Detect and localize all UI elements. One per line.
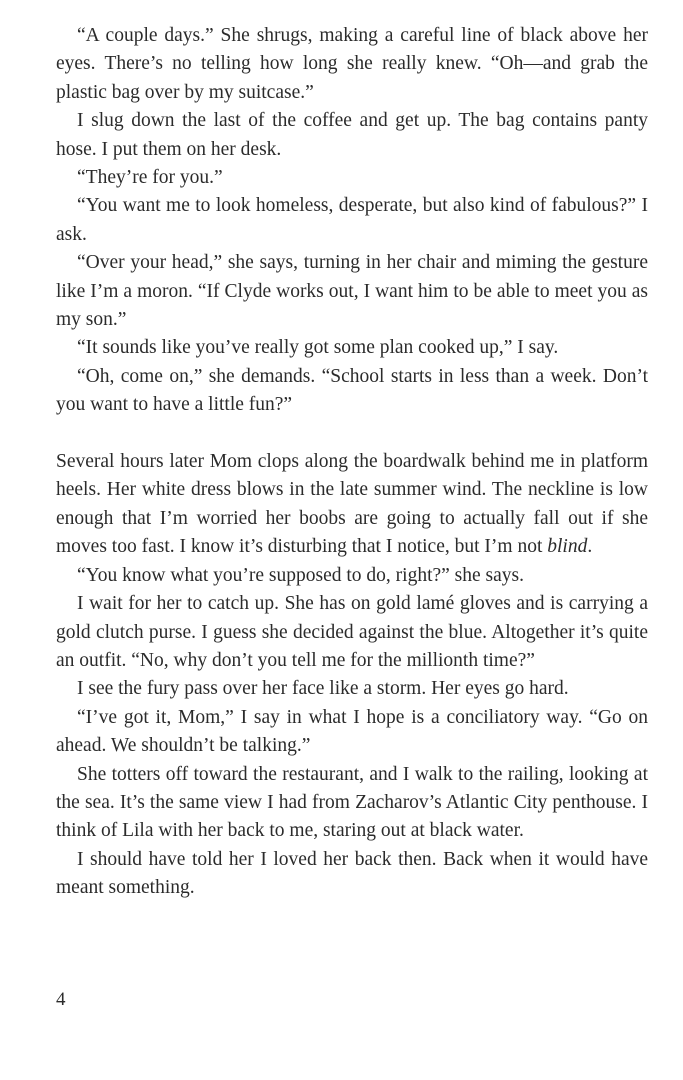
paragraph: “Over your head,” she says, turning in her chair and miming the gesture like I’m a moron. “If Clyde works out, I want him to be able to meet you as my son.”	[56, 252, 648, 331]
italic-emphasis: blind	[547, 536, 588, 558]
section-break	[56, 420, 648, 448]
paragraph: “It sounds like you’ve really got some plan cooked up,” I say.	[77, 337, 559, 359]
page-number: 4	[56, 989, 66, 1010]
paragraph: “Oh, come on,” she demands. “School starts in less than a week. Don’t you want to have a little fun?”	[56, 365, 648, 416]
paragraph: I slug down the last of the coffee and get up. The bag contains panty hose. I put them on her desk.	[56, 110, 648, 160]
paragraph: I should have told her I loved her back then. Back when it would have meant something.	[56, 848, 648, 899]
paragraph: She totters off toward the restaurant, and I walk to the railing, looking at the sea. It’s the same view I had from Zacharov’s Atlantic City penthouse. I think of Lila with her back to me, staring out at black water.	[56, 763, 648, 842]
paragraph-section-start: Several hours later Mom clops along the boardwalk behind me in platform heels. Her white dress blows in the late summer wind. The neckline is low enough that I’m worried her boobs are going to actually fall out if she moves too fast. I know it’s disturbing that I notice, but I’m not blind.	[56, 451, 648, 558]
paragraph: “You know what you’re supposed to do, right?” she says.	[77, 564, 525, 586]
paragraph: “They’re for you.”	[77, 167, 223, 189]
paragraph: “You want me to look homeless, desperate, but also kind of fabulous?” I ask.	[56, 195, 648, 245]
paragraph: I see the fury pass over her face like a storm. Her eyes go hard.	[77, 678, 569, 700]
paragraph: I wait for her to catch up. She has on gold lamé gloves and is carrying a gold clutch purse. I guess she decided against the blue. Altogether it’s quite an outfit. “No, why don’t you tell me for the millionth time?”	[56, 593, 648, 671]
paragraph: “I’ve got it, Mom,” I say in what I hope is a conciliatory way. “Go on ahead. We shouldn’t be talking.”	[56, 706, 648, 757]
body-text	[56, 22, 648, 903]
paragraph: “A couple days.” She shrugs, making a careful line of black above her eyes. There’s no telling how long she really knew. “Oh—and grab the plastic bag over by my suitcase.”	[56, 25, 648, 103]
